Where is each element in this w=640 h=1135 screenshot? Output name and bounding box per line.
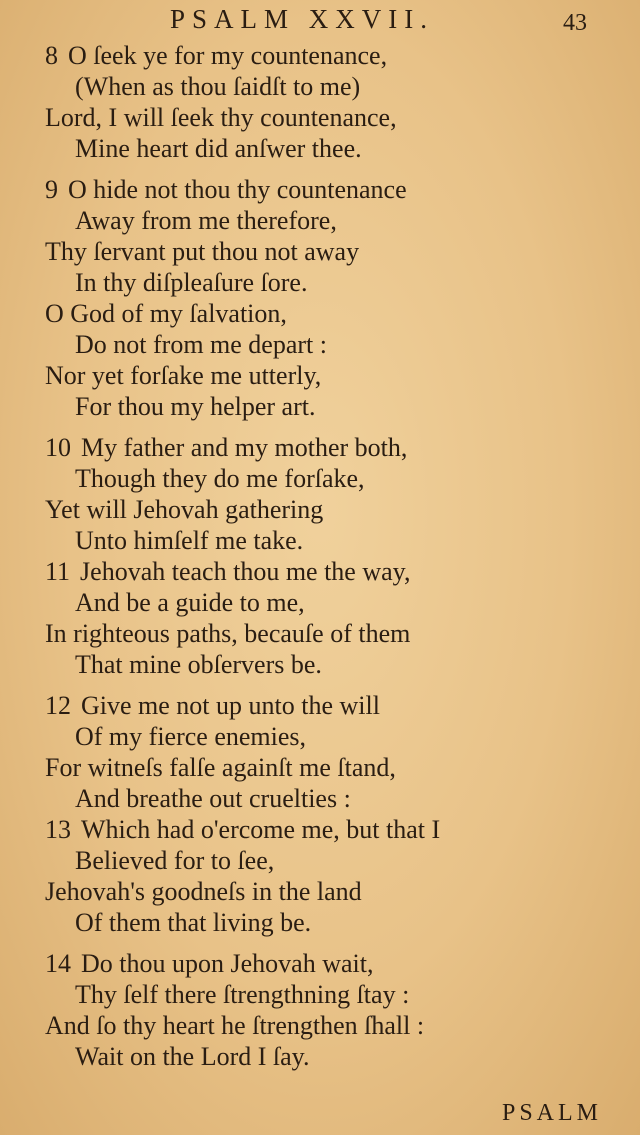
verse-text: Of them that living be. [75,908,312,937]
verse-text: Unto himſelf me take. [75,526,304,555]
verse-line [0,391,640,422]
verse-text: O ſeek ye for my countenance, [68,41,388,70]
verse-text: For thou my helper art. [75,392,316,421]
stanza [0,948,640,1072]
verse-line [0,690,640,721]
stanza [0,174,640,422]
verse-line [0,587,640,618]
stanza [0,690,640,938]
verse-line [0,463,640,494]
verse-text: O God of my ſalvation, [45,299,287,328]
verse-line [0,133,640,164]
verse-line [0,649,640,680]
verse-line [0,948,640,979]
running-title: PSALM XXVII. [170,4,435,34]
catchword: PSALM [501,1100,602,1126]
verse-text: Lord, I will ſeek thy countenance, [45,103,397,132]
verse-line [0,329,640,360]
verse-text: Of my fierce enemies, [75,722,307,751]
verse-line [0,525,640,556]
verse-line [0,267,640,298]
verse-number: 10 [45,433,71,462]
verse-line [0,979,640,1010]
verse-line [0,814,640,845]
verse-text: (When as thou ſaidſt to me) [75,72,361,101]
verse-line [0,102,640,133]
verse-number: 8 [45,41,58,70]
page-number: 43 [563,10,587,36]
verse-line [0,876,640,907]
verse-text: My father and my mother both, [81,433,408,462]
psalm-verses [0,40,640,1082]
verse-text: Wait on the Lord I ſay. [75,1042,310,1071]
verse-line [0,1041,640,1072]
verse-number: 13 [45,815,71,844]
verse-text: Thy ſervant put thou not away [45,237,360,266]
verse-line [0,174,640,205]
verse-text: Which had o'ercome me, but that I [81,815,441,844]
verse-line [0,556,640,587]
verse-text: Believed for to ſee, [75,846,275,875]
verse-text: Give me not up unto the will [81,691,380,720]
verse-number: 14 [45,949,71,978]
verse-text: Though they do me forſake, [75,464,365,493]
verse-number: 9 [45,175,58,204]
verse-text: Away from me therefore, [75,206,337,235]
verse-text: That mine obſervers be. [75,650,322,679]
verse-text: Do not from me depart : [75,330,327,359]
verse-line [0,845,640,876]
verse-text: And ſo thy heart he ſtrengthen ſhall : [45,1011,425,1040]
verse-text: O hide not thou thy countenance [68,175,407,204]
stanza [0,432,640,680]
verse-text: Jehovah teach thou me the way, [80,557,411,586]
verse-number: 11 [45,557,71,586]
verse-line [0,494,640,525]
verse-line [0,752,640,783]
verse-line [0,236,640,267]
verse-line [0,71,640,102]
verse-text: Nor yet forſake me utterly, [45,361,322,390]
verse-number: 12 [45,691,71,720]
verse-text: And be a guide to me, [75,588,305,617]
verse-line [0,721,640,752]
verse-line [0,432,640,463]
verse-text: In thy diſpleaſure ſore. [75,268,308,297]
verse-text: Yet will Jehovah gathering [45,495,324,524]
verse-line [0,40,640,71]
verse-text: And breathe out cruelties : [75,784,351,813]
stanza [0,40,640,164]
verse-text: Do thou upon Jehovah wait, [81,949,374,978]
verse-text: Mine heart did anſwer thee. [75,134,362,163]
verse-text: For witneſs falſe againſt me ſtand, [45,753,396,782]
verse-text: In righteous paths, becauſe of them [45,619,411,648]
verse-line [0,1010,640,1041]
verse-line [0,298,640,329]
verse-line [0,907,640,938]
verse-line [0,360,640,391]
verse-line [0,618,640,649]
verse-line [0,205,640,236]
verse-text: Jehovah's goodneſs in the land [45,877,362,906]
verse-text: Thy ſelf there ſtrengthning ſtay : [75,980,410,1009]
verse-line [0,783,640,814]
